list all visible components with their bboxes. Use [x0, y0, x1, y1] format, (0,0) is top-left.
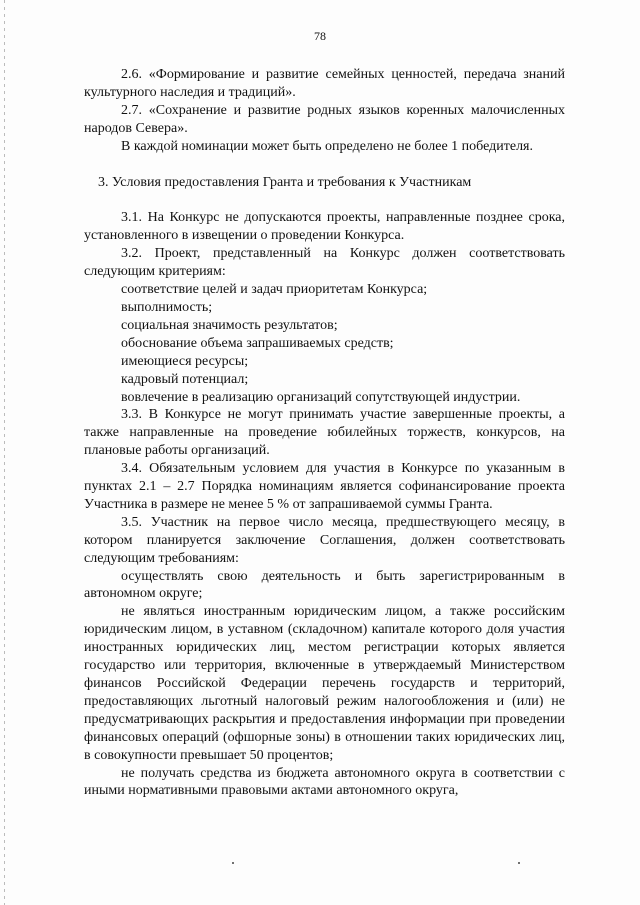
paragraph-winners: В каждой номинации может быть определено не более 1 победителя. [121, 138, 533, 154]
paragraph-2-7: 2.7. «Сохранение и развитие родных языков коренных малочисленных народов Севера». [84, 102, 565, 136]
criteria-item: обоснование объема запрашиваемых средств; [121, 335, 394, 351]
criteria-item: имеющиеся ресурсы; [121, 353, 249, 369]
requirement-item: не получать средства из бюджета автономного округа в соответствии с иными нормативными правовыми актами автономного округа, [84, 765, 565, 799]
paragraph-3-4: 3.4. Обязательным условием для участия в Конкурсе по указанным в пунктах 2.1 – 2.7 Порядка номинациям является софинансирование проекта Участника в размере не менее 5 % от запрашиваемой суммы Гранта. [84, 461, 565, 512]
paragraph-3-5: 3.5. Участник на первое число месяца, предшествующего месяцу, в котором планируется заключение Соглашения, должен соответствовать следующим требованиям: [84, 514, 565, 566]
criteria-item: соответствие целей и задач приоритетам Конкурса; [121, 282, 428, 298]
paragraph-3-1: 3.1. На Конкурс не допускаются проекты, направленные позднее срока, установленного в извещении о проведении Конкурса. [84, 210, 565, 244]
paragraph-2-6: 2.6. «Формирование и развитие семейных ценностей, передача знаний культурного наследия и традиций». [84, 67, 565, 100]
scan-speck [518, 862, 520, 864]
criteria-item: вовлечение в реализацию организаций сопутствующей индустрии. [121, 389, 521, 405]
paragraph-3-2: 3.2. Проект, представленный на Конкурс должен соответствовать следующим критериям: [84, 246, 565, 280]
paragraph-3-3: 3.3. В Конкурсе не могут принимать участие завершенные проекты, а также направленные на проведение юбилейных торжеств, конкурсов, на плановые работы организаций. [84, 407, 565, 459]
requirement-item: осуществлять свою деятельность и быть зарегистрированным в автономном округе; [84, 568, 565, 602]
criteria-item: кадровый потенциал; [121, 371, 249, 387]
scan-speck [232, 862, 234, 864]
scan-edge [4, 0, 5, 905]
page-number: 78 [314, 29, 326, 43]
document-body [84, 66, 565, 800]
criteria-item: социальная значимость результатов; [121, 317, 338, 333]
criteria-item: выполнимость; [121, 299, 213, 315]
section-heading-3: 3. Условия предоставления Гранта и требования к Участникам [98, 174, 472, 190]
requirement-item: не являться иностранным юридическим лицом, а также российским юридическим лицом, в уставном (складочном) капитале которого доля участия иностранных юридических лиц, местом регистрации которых является государство или территория, включенные в утверждаемый Министерством финансов Российской Федерации перечень государств и территорий, предоставляющих льготный налоговый режим налогообложения и (или) не предусматривающих раскрытия и предоставления информации при проведении финансовых операций (офшорные зоны) в отношении таких юридических лиц, в совокупности превышает 50 процентов; [84, 604, 565, 763]
